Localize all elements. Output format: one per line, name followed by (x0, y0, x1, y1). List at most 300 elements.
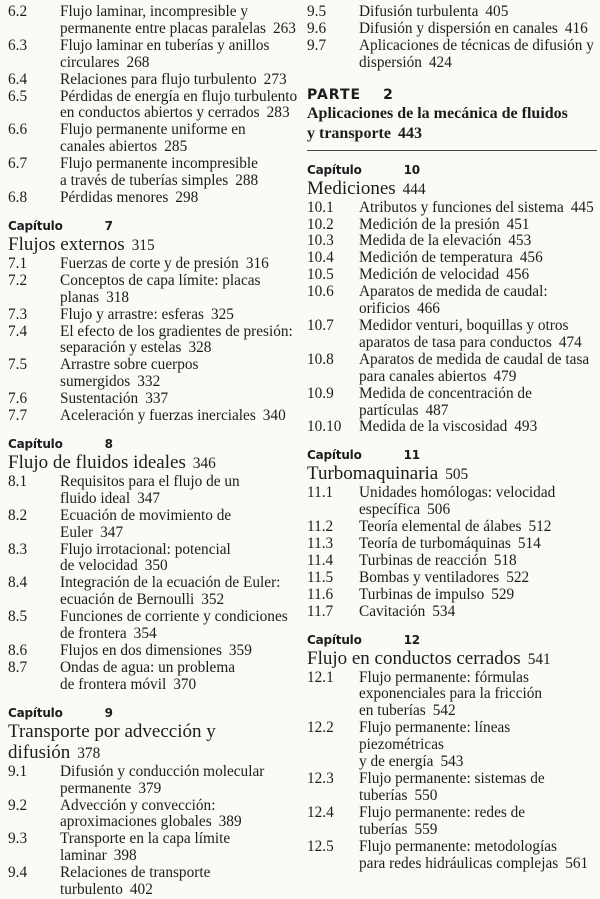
chapter-title-text: Flujos externos (8, 233, 125, 255)
section-title-text: Atributos y funciones del sistema (359, 198, 564, 216)
chapter-title[interactable] (307, 463, 597, 485)
toc-entry[interactable] (307, 839, 597, 873)
toc-entry[interactable] (8, 324, 298, 358)
section-title-text: separación y estelas (60, 339, 182, 357)
section-title (359, 267, 597, 284)
section-title-text: Sustentación (60, 390, 139, 408)
toc-entry[interactable] (307, 805, 597, 839)
section-number: 12.2 (307, 719, 334, 737)
section-number: 8.1 (8, 472, 28, 490)
chapter-title[interactable] (8, 234, 298, 256)
section-title-text: Difusión y dispersión en canales (359, 19, 558, 37)
section-title-line (359, 4, 597, 21)
toc-entry[interactable] (307, 419, 597, 436)
section-title-line (60, 882, 298, 899)
section-title-line (60, 357, 298, 391)
section-title-line: Advección y convección: (60, 796, 216, 814)
toc-entry[interactable] (307, 720, 597, 771)
section-title-text: para canales abiertos (359, 367, 487, 385)
section-title-line (60, 307, 298, 324)
section-title-text: Aceleración y fuerzas inerciales (60, 407, 256, 425)
section-title-line: Aparatos de medida de caudal: (359, 283, 548, 301)
toc-entry[interactable] (307, 4, 597, 21)
toc-entry[interactable] (307, 386, 597, 420)
section-number: 11.1 (307, 484, 334, 502)
section-title-line: Aparatos de medida de caudal de tasa (359, 350, 590, 368)
section-title-line: Medidor venturi, boquillas y otros (359, 316, 569, 334)
section-title-text: Flujos en dos dimensiones (60, 642, 222, 659)
section-number: 8.6 (8, 642, 28, 659)
page-number: 389 (218, 813, 242, 831)
toc-entry[interactable] (8, 798, 298, 832)
section-title (359, 536, 597, 553)
section-title-line: Flujo permanente: redes de (359, 803, 526, 821)
section-number: 6.8 (8, 188, 28, 206)
section-title (60, 122, 298, 156)
section-title-text: específica (359, 501, 421, 519)
chapter-title[interactable] (307, 648, 597, 670)
section-title-text: Medida de la viscosidad (359, 418, 508, 436)
section-title-line (359, 21, 597, 38)
section-title (60, 273, 298, 307)
section-title-line (359, 822, 597, 839)
page-number: 268 (126, 53, 150, 71)
section-title-line (60, 391, 298, 408)
chapter-block (307, 447, 597, 620)
toc-entry[interactable] (307, 38, 597, 72)
page-number: 337 (145, 390, 169, 408)
section-title-line (359, 553, 597, 570)
section-title-text: circulares (60, 53, 120, 71)
section-title-text: Teoría elemental de álabes (359, 518, 522, 536)
section-title-line (359, 217, 597, 234)
page-number: 487 (425, 401, 449, 419)
section-title-line: Aplicaciones de técnicas de difusión y (359, 36, 594, 54)
page-number: 451 (506, 215, 530, 233)
section-number: 7.2 (8, 271, 28, 289)
toc-entry[interactable] (307, 570, 597, 587)
page-number: 541 (527, 650, 551, 668)
toc-entry[interactable] (307, 200, 597, 217)
section-number: 9.2 (8, 796, 28, 814)
toc-entry[interactable] (8, 156, 298, 190)
section-title-line (60, 290, 298, 307)
section-title-line (359, 703, 597, 720)
page-number: 398 (113, 847, 137, 865)
section-title (359, 604, 597, 621)
section-title-text: permanente (60, 779, 132, 797)
section-title-text: a través de tuberías simples (60, 172, 229, 190)
chapter-word: Capítulo (8, 436, 63, 451)
section-title (359, 519, 597, 536)
toc-entry[interactable] (8, 474, 298, 508)
chapter-word: Capítulo (307, 162, 362, 177)
section-title (60, 609, 298, 643)
page-number: 370 (173, 675, 197, 693)
toc-entry[interactable] (8, 764, 298, 798)
section-title-text: laminar (60, 847, 107, 865)
part-title-line (307, 124, 597, 144)
section-title-line (359, 587, 597, 604)
page-number: 325 (211, 305, 234, 323)
toc-entry[interactable] (8, 38, 298, 72)
chapter-label (8, 218, 298, 234)
toc-entry[interactable] (307, 587, 597, 604)
page-number: 285 (164, 138, 188, 156)
section-title-text: tuberías (359, 786, 408, 804)
toc-entry[interactable] (307, 604, 597, 621)
page-number: 416 (564, 19, 588, 37)
page-number: 514 (517, 535, 541, 553)
toc-right-column (307, 4, 597, 872)
section-title (359, 4, 597, 21)
section-title-line (60, 781, 298, 798)
section-title-line: Flujo laminar en tuberías y anillos (60, 36, 270, 54)
page-number: 318 (106, 288, 130, 306)
section-title-text: fluido ideal (60, 489, 131, 507)
toc-entry[interactable] (8, 575, 298, 609)
section-number: 8.3 (8, 540, 28, 558)
toc-entry[interactable] (8, 256, 298, 273)
section-title (60, 357, 298, 391)
section-title (60, 156, 298, 190)
page-number: 529 (491, 585, 515, 603)
section-title-line (60, 72, 298, 89)
chapter-title[interactable] (8, 452, 298, 474)
section-title-line (60, 558, 298, 575)
toc-entry[interactable] (8, 831, 298, 865)
chapter-label (307, 447, 597, 463)
section-title-line (60, 408, 298, 425)
section-title-line (359, 788, 597, 805)
toc-entry[interactable] (8, 660, 298, 694)
section-title-line (359, 502, 597, 519)
toc-entry[interactable] (307, 771, 597, 805)
section-number: 10.1 (307, 198, 334, 216)
page-number: 405 (485, 3, 509, 20)
page-number: 340 (262, 407, 286, 425)
chapter-block (8, 436, 298, 694)
chapter-block (8, 705, 298, 899)
section-title-text: Ecuación de movimiento de Euler (60, 506, 232, 541)
page-number: 347 (137, 489, 161, 507)
page-number: 445 (570, 198, 594, 216)
section-number: 12.4 (307, 803, 334, 821)
section-number: 12.1 (307, 668, 334, 686)
toc-entry[interactable] (307, 250, 597, 267)
toc-entry[interactable] (8, 4, 298, 38)
page-number: 456 (506, 266, 530, 284)
part-title-line (307, 104, 597, 124)
page-number: 474 (558, 333, 582, 351)
chapter-label (307, 632, 597, 648)
section-title-text: Medida de la elevación (359, 232, 502, 250)
section-title (60, 643, 298, 660)
chapter-number: 8 (104, 436, 113, 451)
chapter-label (307, 162, 597, 178)
section-title-line: El efecto de los gradientes de presión: (60, 322, 293, 340)
chapter-word: Capítulo (307, 448, 362, 463)
section-number: 9.3 (8, 830, 28, 848)
section-title-text: Medición de temperatura (359, 249, 513, 267)
section-title (60, 324, 298, 358)
toc-entry[interactable] (307, 217, 597, 234)
section-title (359, 318, 597, 352)
section-title (359, 587, 597, 604)
page-number: 453 (508, 232, 532, 250)
chapter-number: 7 (104, 218, 113, 233)
section-title-text: en conductos abiertos y cerrados (60, 104, 260, 122)
page-number: 559 (414, 820, 438, 838)
toc-entry[interactable] (307, 284, 597, 318)
page-number: 466 (416, 300, 440, 318)
section-title (60, 408, 298, 425)
section-title-text: aproximaciones globales (60, 813, 212, 831)
page-number: 444 (402, 180, 426, 198)
toc-entry[interactable] (307, 233, 597, 250)
section-title (60, 72, 298, 89)
section-title-line: Relaciones de transporte (60, 864, 211, 882)
toc-entry[interactable] (307, 519, 597, 536)
toc-entry[interactable] (307, 485, 597, 519)
toc-entry[interactable] (8, 307, 298, 324)
section-number: 10.9 (307, 384, 334, 402)
toc-entry[interactable] (8, 273, 298, 307)
page-number: 347 (100, 523, 124, 541)
section-number: 7.6 (8, 390, 28, 408)
toc-entry[interactable] (8, 542, 298, 576)
page-number: 424 (428, 53, 452, 71)
chapter-title[interactable] (8, 721, 298, 764)
section-title-line: Ondas de agua: un problema (60, 658, 236, 676)
page-number: 315 (131, 236, 155, 254)
section-title-line (359, 386, 597, 420)
toc-entry[interactable] (8, 643, 298, 660)
page-number: 522 (506, 568, 530, 586)
page-number: 346 (192, 454, 216, 472)
page-number: 354 (133, 625, 157, 643)
chapter-block (307, 632, 597, 873)
section-title-line (359, 233, 597, 250)
toc-entry[interactable] (8, 508, 298, 542)
page-number: 328 (188, 339, 212, 357)
section-number: 11.7 (307, 602, 334, 620)
section-title-line: Funciones de corriente y condiciones (60, 608, 288, 626)
page-number: 350 (144, 557, 168, 575)
section-title-line: Flujo permanente incompresible (60, 155, 258, 173)
section-title-line (359, 856, 597, 873)
part-word: PARTE (307, 86, 362, 103)
page-number: 479 (493, 367, 517, 385)
chapter-number: 10 (403, 162, 420, 177)
section-title-text: de velocidad (60, 557, 138, 575)
section-title-text: Fuerzas de corte y de presión (60, 254, 239, 272)
chapter-number: 11 (403, 448, 420, 463)
section-number: 6.3 (8, 36, 28, 54)
toc-entry[interactable] (307, 352, 597, 386)
section-title-line (60, 340, 298, 357)
section-title-text: Teoría de turbomáquinas (359, 535, 511, 553)
section-title-text: Relaciones para flujo turbulento (60, 70, 257, 88)
section-title (359, 200, 597, 217)
chapter-title-text: Turbomaquinaria (307, 463, 439, 485)
page-number: 550 (414, 786, 438, 804)
section-title (359, 38, 597, 72)
section-title (60, 307, 298, 324)
toc-entry[interactable] (8, 89, 298, 123)
section-title-line (60, 173, 298, 190)
section-title-text: canales abiertos (60, 138, 158, 156)
chapter-label (8, 705, 298, 721)
section-title-line (60, 848, 298, 865)
toc-entry[interactable] (307, 318, 597, 352)
section-title-line (359, 419, 597, 436)
chapter-number: 9 (104, 705, 113, 720)
chapter-word: Capítulo (8, 705, 63, 720)
section-title (359, 670, 597, 721)
section-title-line: Flujo permanente: metodologías (359, 837, 557, 855)
section-title-line: Flujo permanente: líneas piezométricas (359, 719, 511, 754)
section-title-line: Pérdidas de energía en flujo turbulento (60, 87, 298, 105)
section-title-line (359, 754, 597, 771)
section-title (60, 508, 298, 542)
section-title (359, 352, 597, 386)
part-title (307, 104, 597, 151)
section-title-text: Difusión turbulenta (359, 3, 479, 20)
section-title (60, 256, 298, 273)
section-title (60, 89, 298, 123)
page-number: 518 (493, 551, 517, 569)
section-title-line (359, 335, 597, 352)
section-number: 10.5 (307, 266, 334, 284)
chapter-number: 12 (403, 632, 420, 647)
section-title-text: Medida de concentración de partículas (359, 384, 532, 419)
toc-entry[interactable] (8, 357, 298, 391)
section-title (60, 391, 298, 408)
section-title (359, 771, 597, 805)
section-title (359, 233, 597, 250)
section-title-text: Medición de la presión (359, 215, 500, 233)
section-title-text: permanente entre placas paralelas (60, 19, 266, 37)
toc-entry[interactable] (307, 670, 597, 721)
section-number: 11.5 (307, 568, 334, 586)
section-number: 7.4 (8, 322, 28, 340)
toc-entry[interactable] (8, 391, 298, 408)
section-title (60, 575, 298, 609)
section-number: 10.3 (307, 232, 334, 250)
section-title-text: en tuberías (359, 702, 426, 720)
section-title-line (60, 21, 298, 38)
section-number: 6.6 (8, 121, 28, 139)
section-title-line: Unidades homólogas: velocidad (359, 484, 556, 502)
toc-entry[interactable] (307, 553, 597, 570)
section-title-line: Flujo permanente: fórmulas (359, 668, 529, 686)
page-number: 456 (519, 249, 543, 267)
toc-entry[interactable] (307, 267, 597, 284)
section-title (359, 805, 597, 839)
section-title-text: dispersión (359, 53, 422, 71)
section-number: 6.5 (8, 87, 28, 105)
chapter-title-text: Flujo de fluidos ideales (8, 451, 186, 473)
section-title-text: y de energía (359, 753, 434, 771)
page-number: 378 (77, 744, 101, 762)
chapter-label (8, 436, 298, 452)
page-number: 443 (397, 124, 422, 142)
section-title-text: Turbinas de reacción (359, 551, 487, 569)
toc-entry[interactable] (8, 72, 298, 89)
section-number: 11.2 (307, 518, 334, 536)
section-number: 10.2 (307, 215, 334, 233)
part-title-text: Aplicaciones de la mecánica de fluidos (307, 104, 568, 122)
section-title-text: Turbinas de impulso (359, 585, 485, 603)
section-title-line (60, 677, 298, 694)
section-title (60, 798, 298, 832)
section-title (359, 570, 597, 587)
page-number: 288 (235, 172, 259, 190)
section-number: 7.7 (8, 407, 28, 425)
part-heading (307, 86, 597, 151)
section-title (60, 831, 298, 865)
section-title-line (359, 570, 597, 587)
part-title-text: y transporte (307, 124, 391, 142)
section-title-line: Flujo permanente uniforme en (60, 121, 246, 139)
page-number: 273 (263, 70, 287, 88)
toc-entry[interactable] (8, 865, 298, 899)
section-title-line: Flujo irrotacional: potencial (60, 540, 231, 558)
section-title-line (60, 626, 298, 643)
section-title-text: turbulento (60, 881, 123, 899)
page-number: 543 (440, 753, 464, 771)
section-title (359, 419, 597, 436)
toc-entry[interactable] (8, 609, 298, 643)
section-title (359, 217, 597, 234)
section-title-line: Conceptos de capa límite: placas (60, 271, 261, 289)
section-title-line (359, 301, 597, 318)
toc-entry[interactable] (8, 190, 298, 207)
page-number: 534 (432, 602, 456, 620)
chapter-title-text: Flujo en conductos cerrados (307, 647, 521, 669)
section-number: 10.4 (307, 249, 334, 267)
section-title-line (60, 491, 298, 508)
section-number: 7.5 (8, 356, 28, 374)
section-title-line (60, 592, 298, 609)
section-number: 12.3 (307, 770, 334, 787)
section-number: 9.4 (8, 864, 28, 882)
toc-entry[interactable] (307, 21, 597, 38)
chapter-title[interactable] (307, 178, 597, 200)
section-title-line (359, 267, 597, 284)
section-title-line (359, 604, 597, 621)
section-title-text: de frontera móvil (60, 675, 167, 693)
section-title (359, 21, 597, 38)
chapter-block (307, 162, 597, 437)
page-number: 506 (427, 501, 451, 519)
section-title-text: Medición de velocidad (359, 266, 500, 284)
section-title (60, 660, 298, 694)
page-number: 352 (201, 591, 225, 609)
page-number: 359 (228, 642, 252, 659)
chapter-word: Capítulo (8, 218, 63, 233)
section-title-text: de frontera (60, 625, 127, 643)
toc-entry[interactable] (8, 122, 298, 156)
page-number: 332 (137, 373, 161, 391)
section-title-line (60, 256, 298, 273)
toc-entry[interactable] (8, 408, 298, 425)
page-number: 542 (432, 702, 456, 720)
section-title (359, 250, 597, 267)
section-title-line (60, 643, 298, 660)
toc-entry[interactable] (307, 536, 597, 553)
